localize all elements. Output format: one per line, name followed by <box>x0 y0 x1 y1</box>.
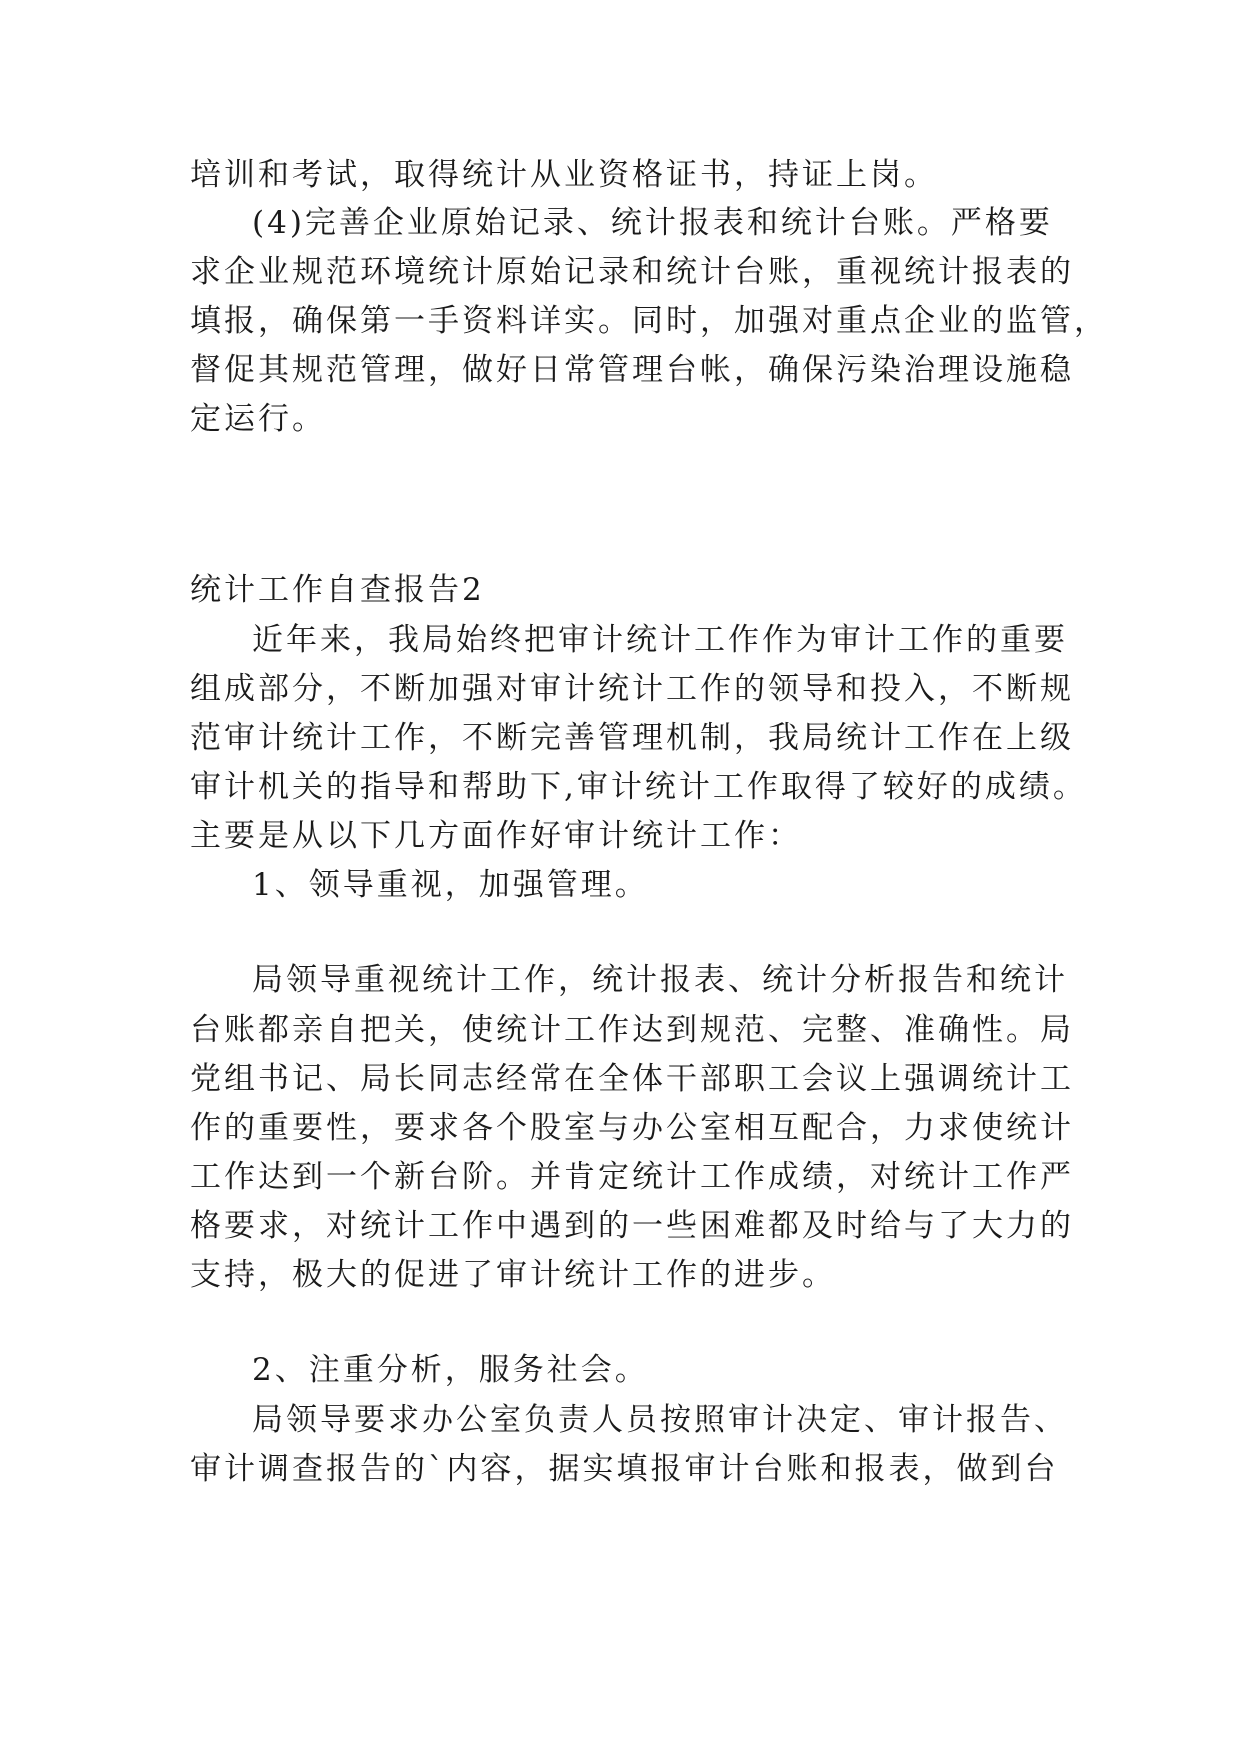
paragraph-line: 局领导重视统计工作，统计报表、统计分析报告和统计 <box>252 962 1068 998</box>
paragraph-line: 求企业规范环境统计原始记录和统计台账，重视统计报表的 <box>190 254 1074 290</box>
paragraph-line: 审计机关的指导和帮助下,审计统计工作取得了较好的成绩。 <box>190 769 1087 805</box>
paragraph-line: 支持，极大的促进了审计统计工作的进步。 <box>190 1257 836 1293</box>
paragraph-line: 近年来，我局始终把审计统计工作作为审计工作的重要 <box>252 622 1068 658</box>
paragraph-line: 组成部分，不断加强对审计统计工作的领导和投入，不断规 <box>190 671 1074 707</box>
paragraph-line: 局领导要求办公室负责人员按照审计决定、审计报告、 <box>252 1402 1068 1438</box>
paragraph-line: 主要是从以下几方面作好审计统计工作： <box>190 818 802 854</box>
paragraph-line: 党组书记、局长同志经常在全体干部职工会议上强调统计工 <box>190 1061 1074 1097</box>
paragraph-line: 格要求，对统计工作中遇到的一些困难都及时给与了大力的 <box>190 1208 1074 1244</box>
section-heading: 统计工作自查报告2 <box>190 572 485 608</box>
paragraph-line: 范审计统计工作，不断完善管理机制，我局统计工作在上级 <box>190 720 1074 756</box>
paragraph-line: 工作达到一个新台阶。并肯定统计工作成绩，对统计工作严 <box>190 1159 1074 1195</box>
paragraph-line: 台账都亲自把关，使统计工作达到规范、完整、准确性。局 <box>190 1012 1074 1048</box>
paragraph-line: 督促其规范管理，做好日常管理台帐，确保污染治理设施稳 <box>190 352 1074 388</box>
paragraph-line: 培训和考试，取得统计从业资格证书，持证上岗。 <box>190 157 938 193</box>
subheading-line: 1、领导重视，加强管理。 <box>252 867 649 903</box>
paragraph-line: 定运行。 <box>190 401 326 437</box>
subheading-line: 2、注重分析，服务社会。 <box>252 1352 649 1388</box>
paragraph-line: 审计调查报告的`内容，据实填报审计台账和报表，做到台 <box>190 1451 1059 1487</box>
paragraph-line: 填报，确保第一手资料详实。同时，加强对重点企业的监管， <box>190 303 1108 339</box>
paragraph-line: (4)完善企业原始记录、统计报表和统计台账。严格要 <box>252 205 1053 241</box>
paragraph-line: 作的重要性，要求各个股室与办公室相互配合，力求使统计 <box>190 1110 1074 1146</box>
